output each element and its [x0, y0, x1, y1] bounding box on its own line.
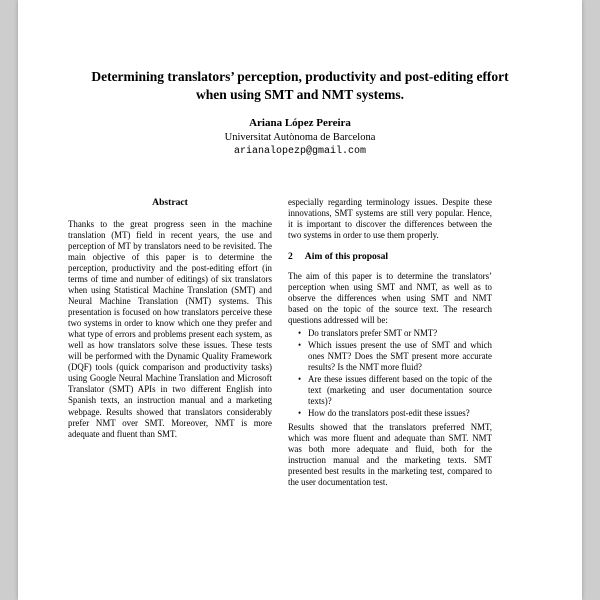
section-paragraph: The aim of this paper is to determine the translators’ perception when using SMT and NMT, as well as to observe the differences when using SMT and NMT based on the topic of the source text. The research questions addressed will be:: [288, 271, 492, 326]
paper-page: [18, 0, 582, 600]
right-column: [288, 197, 492, 490]
page-content: [18, 0, 582, 490]
list-item: • Are these issues different based on the topic of the text (marketing and user documentation source texts)?: [298, 374, 492, 407]
abstract-heading: Abstract: [152, 197, 188, 209]
author-affiliation: Universitat Autònoma de Barcelona: [224, 132, 376, 144]
list-item: • Do translators prefer SMT or NMT?: [298, 328, 492, 339]
list-item: • Which issues present the use of SMT and which ones NMT? Does the SMT present more accurate results? Is the NMT more fluid?: [298, 340, 492, 373]
intro-paragraph: especially regarding terminology issues. Despite these innovations, SMT systems are still very popular. Hence, it is important to discover the differences between the two systems in order to use them properly.: [288, 197, 492, 241]
left-column: [68, 197, 272, 490]
two-column-layout: [68, 197, 532, 490]
section-number: 2: [288, 251, 293, 263]
author-email: arianalopezp@gmail.com: [233, 146, 367, 158]
abstract-text: Thanks to the great progress seen in the machine translation (MT) field in recent years, the use and perception of MT by translators need to be revisited. The main objective of this paper is to determine the perception, productivity and the post-editing effort (in terms of time and number of editings) of six translators when using Statistical Machine Translation (SMT) and Neural Machine Translation (NMT) systems. This presentation is focused on how translators perceive these two systems in order to know which one they prefer and what type of errors and problems present each system, as well as how translators solve these issues. These tests will be performed with the Dynamic Quality Framework (DQF) tools (quick comparison and productivity tasks) using Google Neural Machine Translation and Microsoft Translator (SMT) APIs in two different English into Spanish texts, an instruction manual and a marketing webpage. Results showed that translators considerably prefer NMT over SMT. Moreover, NMT is more adequate and fluent than SMT.: [68, 218, 272, 439]
section-heading-aim: [288, 251, 492, 263]
research-questions-list: [298, 328, 492, 419]
section-title: Aim of this proposal: [304, 251, 389, 263]
results-paragraph: Results showed that the translators preferred NMT, which was more fluent and adequate than SMT. NMT was both more adequate and fluid, both for the instruction manual and the marketing texts. SMT presented best results in the marketing test, compared to the user documentation test.: [288, 421, 492, 487]
paper-title: Determining translators’ perception, productivity and post-editing effort when using SMT and NMT systems.: [91, 69, 509, 102]
list-item: • How do the translators post-edit these issues?: [298, 408, 492, 419]
author-name: Ariana López Pereira: [249, 117, 351, 130]
